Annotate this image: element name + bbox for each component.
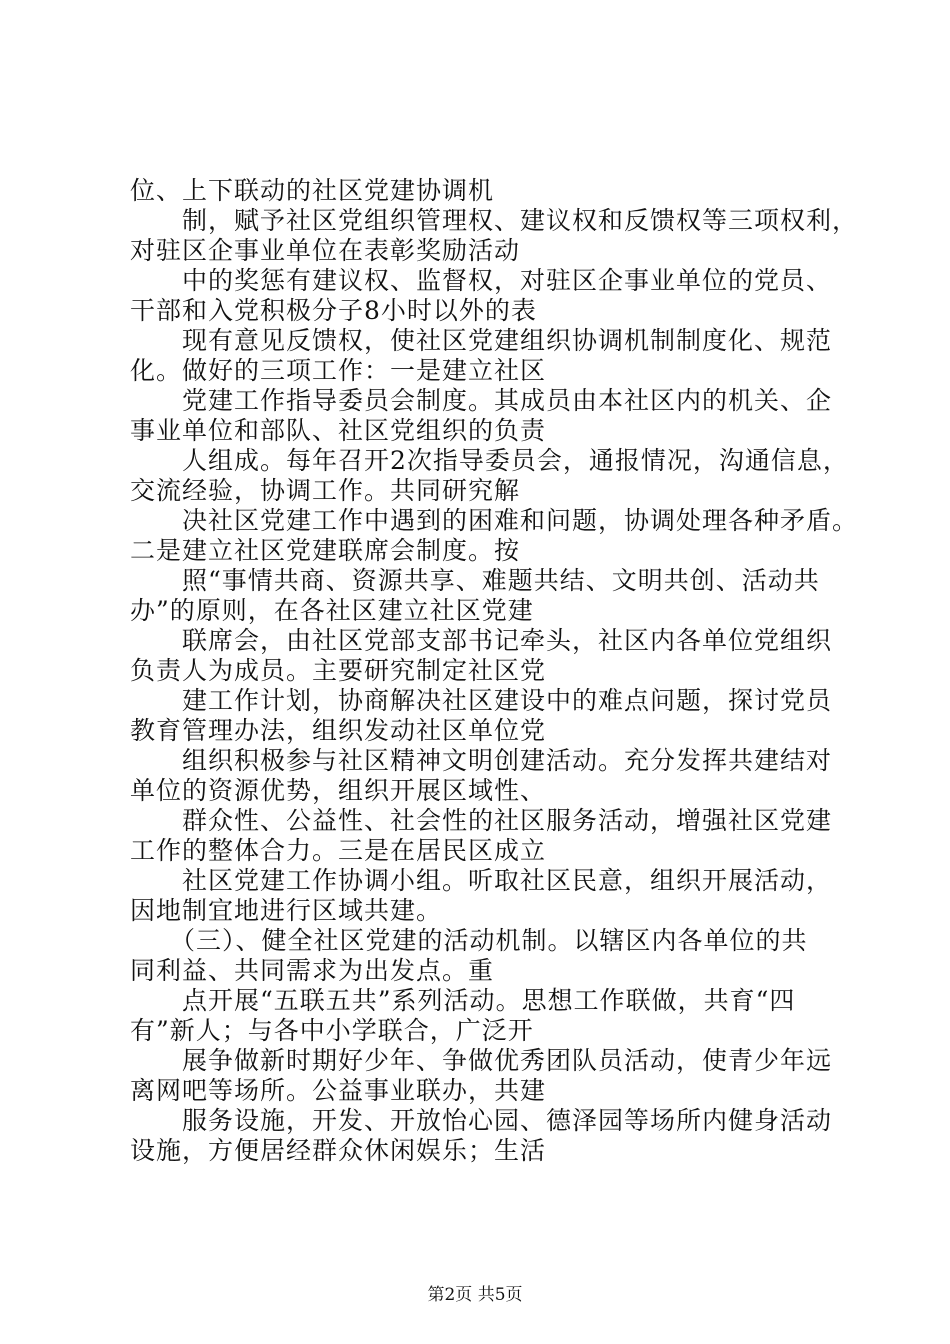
text-line: 建工作计划，协商解决社区建设中的难点问题，探讨党员 bbox=[182, 686, 833, 715]
text-line: 因地制宜地进行区域共建。 bbox=[130, 896, 443, 925]
text-line: 中的奖惩有建议权、监督权，对驻区企事业单位的党员、 bbox=[182, 266, 833, 295]
text-line: 教育管理办法，组织发动社区单位党 bbox=[130, 716, 547, 745]
text-line: 对驻区企事业单位在表彰奖励活动 bbox=[130, 236, 521, 265]
text-line: 党建工作指导委员会制度。其成员由本社区内的机关、企 bbox=[182, 386, 833, 415]
text-line: 办”的原则，在各社区建立社区党建 bbox=[130, 596, 534, 625]
text-line: 社区党建工作协调小组。听取社区民意，组织开展活动， bbox=[182, 866, 833, 895]
text-line: 人组成。每年召开2次指导委员会，通报情况，沟通信息， bbox=[182, 446, 849, 475]
text-line: 设施，方便居经群众休闲娱乐；生活 bbox=[130, 1136, 547, 1165]
text-line: 离网吧等场所。公益事业联办，共建 bbox=[130, 1076, 547, 1105]
text-line: 决社区党建工作中遇到的困难和问题，协调处理各种矛盾。 bbox=[182, 506, 859, 535]
body-text bbox=[130, 176, 859, 1166]
text-line: 化。做好的三项工作：一是建立社区 bbox=[130, 356, 547, 385]
text-line: 制，赋予社区党组织管理权、建议权和反馈权等三项权利， bbox=[182, 206, 859, 235]
text-line: 点开展“五联五共”系列活动。思想工作联做，共育“四 bbox=[182, 986, 796, 1015]
text-line: 现有意见反馈权，使社区党建组织协调机制制度化、规范 bbox=[182, 326, 833, 355]
text-line: 组织积极参与社区精神文明创建活动。充分发挥共建结对 bbox=[182, 746, 833, 775]
text-line: 服务设施，开发、开放怡心园、德泽园等场所内健身活动 bbox=[182, 1106, 833, 1135]
text-line: 群众性、公益性、社会性的社区服务活动，增强社区党建 bbox=[182, 806, 833, 835]
text-line: 事业单位和部队、社区党组织的负责 bbox=[130, 416, 547, 445]
text-line: 位、上下联动的社区党建协调机 bbox=[130, 176, 495, 205]
text-line: 二是建立社区党建联席会制度。按 bbox=[130, 536, 521, 565]
text-line: 有”新人；与各中小学联合，广泛开 bbox=[130, 1016, 534, 1045]
text-line: 展争做新时期好少年、争做优秀团队员活动，使青少年远 bbox=[182, 1046, 833, 1075]
page-number: 第2页 共5页 bbox=[427, 1285, 523, 1305]
text-line: 单位的资源优势，组织开展区域性、 bbox=[130, 776, 547, 805]
text-line: 联席会，由社区党部支部书记牵头，社区内各单位党组织 bbox=[182, 626, 833, 655]
text-line: （三）、健全社区党建的活动机制。以辖区内各单位的共 bbox=[170, 926, 808, 955]
text-line: 负责人为成员。主要研究制定社区党 bbox=[130, 656, 547, 685]
text-line: 同利益、共同需求为出发点。重 bbox=[130, 956, 495, 985]
text-line: 交流经验，协调工作。共同研究解 bbox=[130, 476, 521, 505]
text-line: 工作的整体合力。三是在居民区成立 bbox=[130, 836, 547, 865]
text-line: 干部和入党积极分子8小时以外的表 bbox=[130, 296, 537, 325]
text-line: 照“事情共商、资源共享、难题共结、文明共创、活动共 bbox=[182, 566, 820, 595]
